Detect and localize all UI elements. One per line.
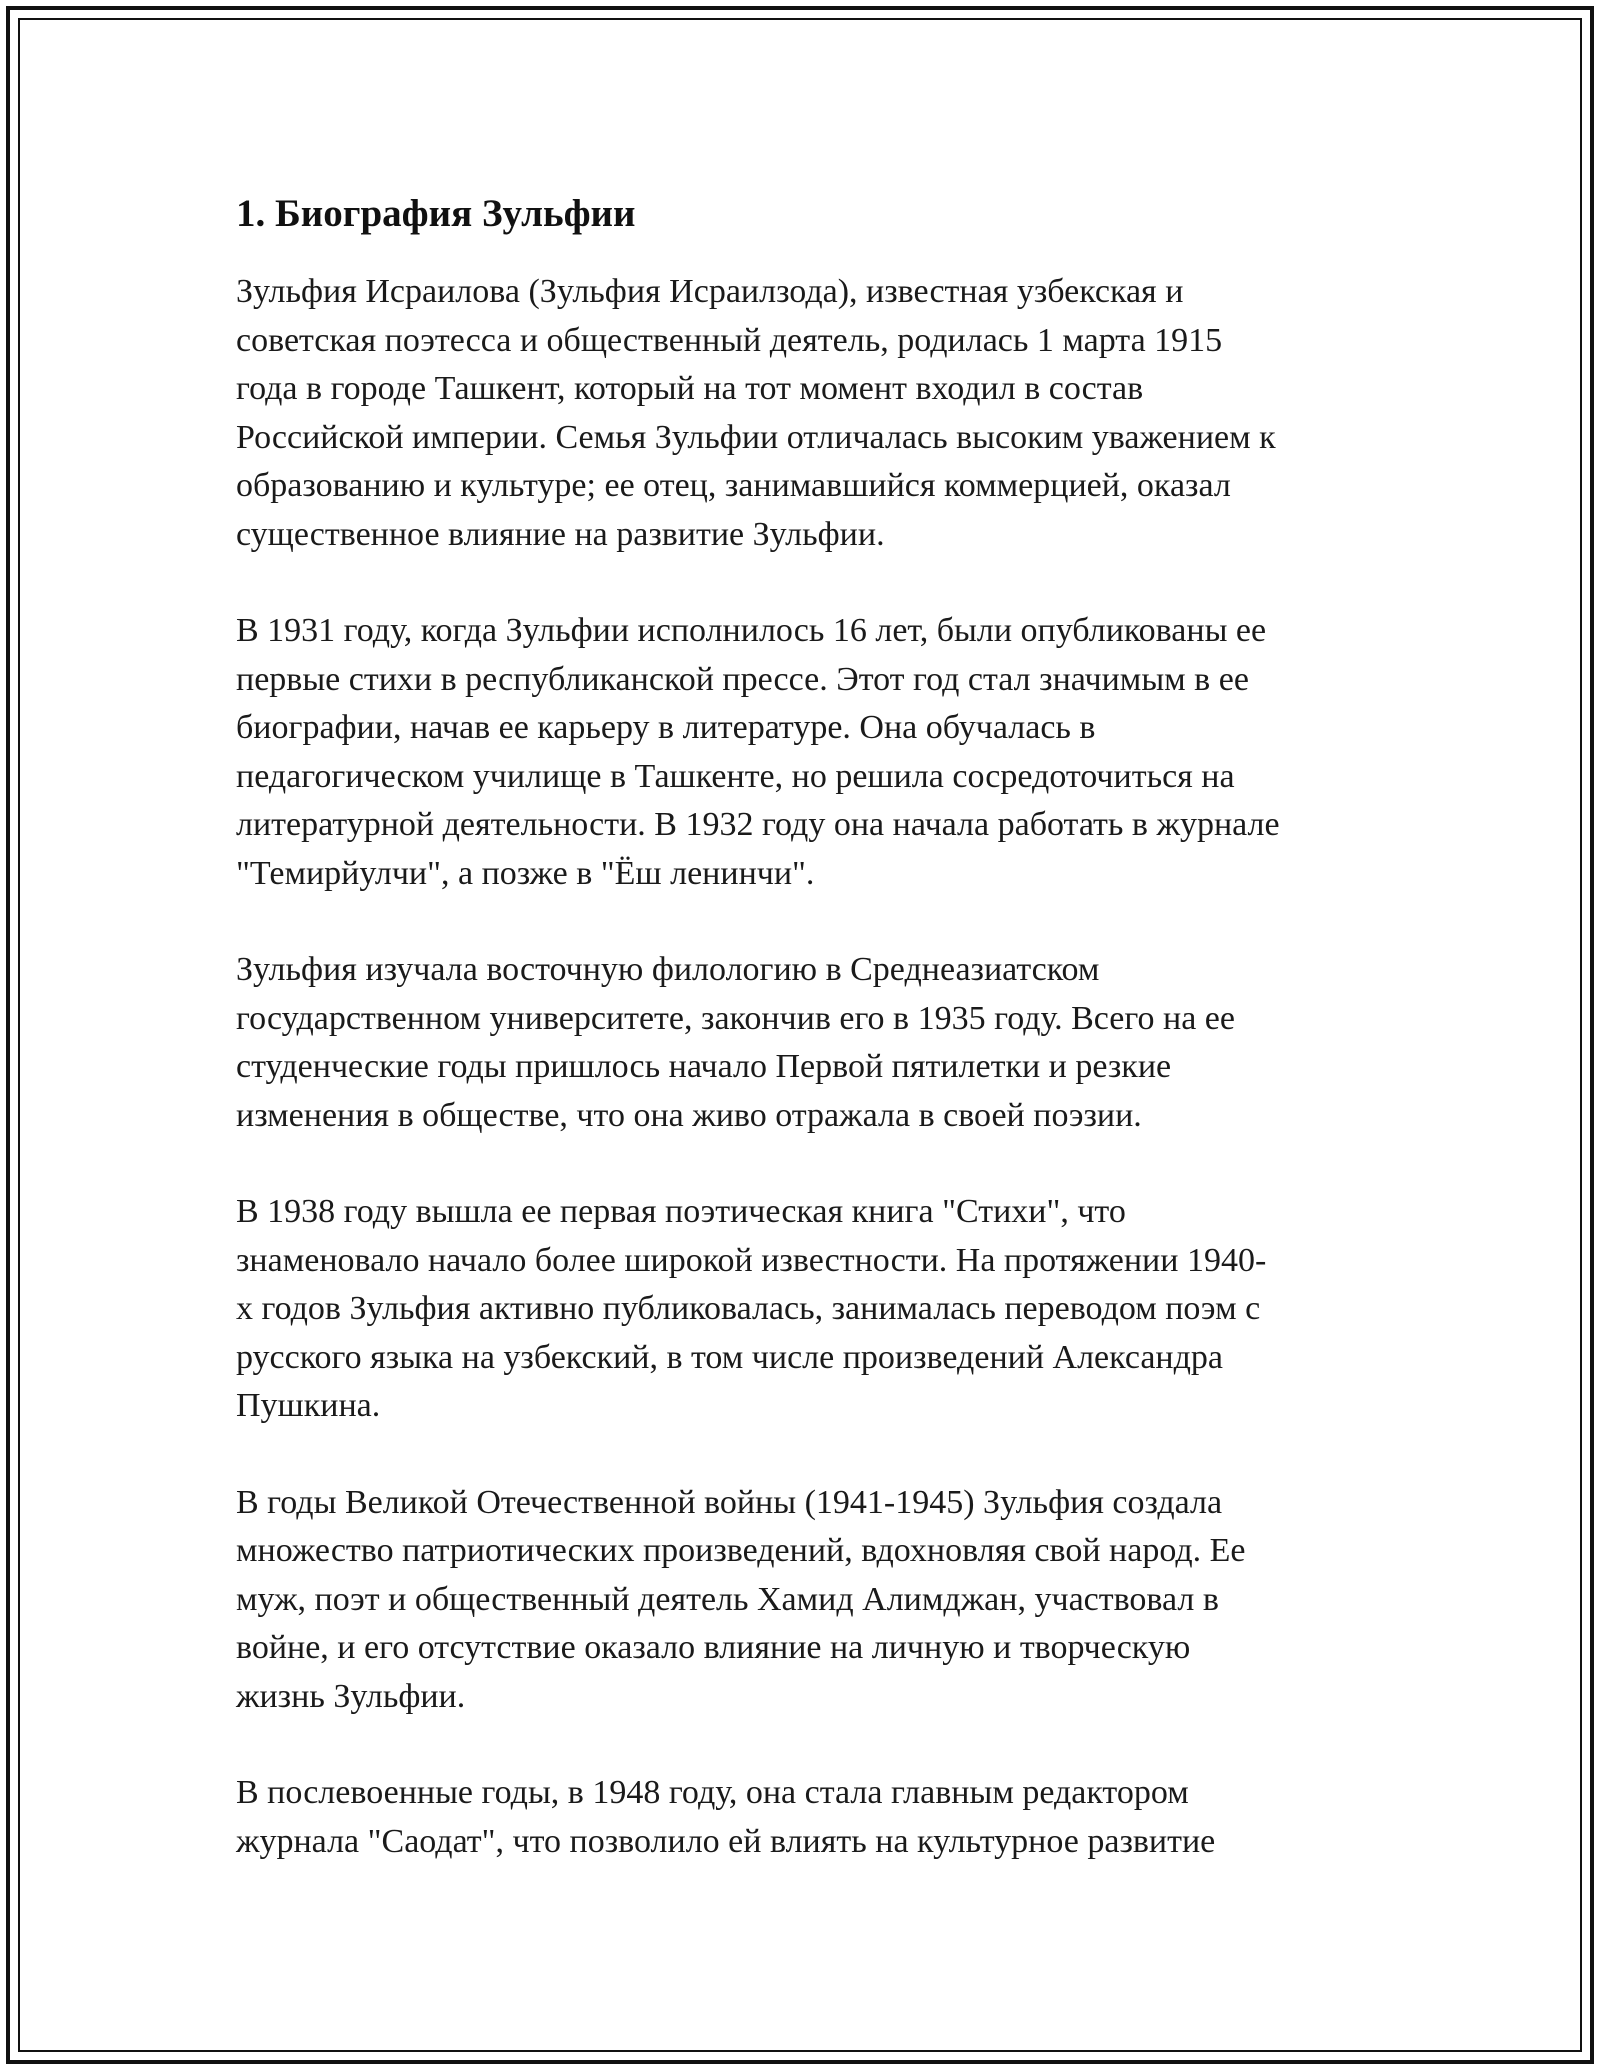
document-page — [236, 188, 1386, 1914]
section-heading: 1. Биография Зульфии — [236, 192, 636, 235]
paragraph-2: В 1931 году, когда Зульфии исполнилось 16 лет, были опубликованы ее первые стихи в республиканской прессе. Этот год стал значимым в ее биографии, начав ее карьеру в литературе. Она обучалась в педагогическом училище в Ташкенте, но решила сосредоточиться на литературной деятельности. В 1932 году она начала работать в журнале "Темирйулчи", а позже в "Ёш ленинчи". — [236, 612, 1280, 892]
paragraph-4: В 1938 году вышла ее первая поэтическая книга "Стихи", что знаменовало начало более широкой известности. На протяжении 1940- х годов Зульфия активно публиковалась, занималась переводом поэм с русского языка на узбекский, в том числе произведений Александра Пушкина. — [236, 1193, 1267, 1424]
paragraph-5: В годы Великой Отечественной войны (1941-1945) Зульфия создала множество патриотических произведений, вдохновляя свой народ. Ее муж, поэт и общественный деятель Хамид Алимджан, участвовал в войне, и его отсутствие оказало влияние на личную и творческую жизнь Зульфии. — [236, 1483, 1246, 1715]
paragraph-3: Зульфия изучала восточную филологию в Среднеазиатском государственном университете, закончив его в 1935 году. Всего на ее студенческие годы пришлось начало Первой пятилетки и резкие изменения в обществе, что она живо отражала в своей поэзии. — [236, 951, 1235, 1134]
paragraph-1: Зульфия Исраилова (Зульфия Исраилзода), известная узбекская и советская поэтесса и общественный деятель, родилась 1 марта 1915 года в городе Ташкент, который на тот момент входил в состав Российской империи. Семья Зульфии отличалась высоким уважением к образованию и культуре; ее отец, занимавшийся коммерцией, оказал существенное влияние на развитие Зульфии. — [236, 273, 1276, 553]
paragraph-6: В послевоенные годы, в 1948 году, она стала главным редактором журнала "Саодат", что позволило ей влиять на культурное развитие — [236, 1774, 1216, 1860]
